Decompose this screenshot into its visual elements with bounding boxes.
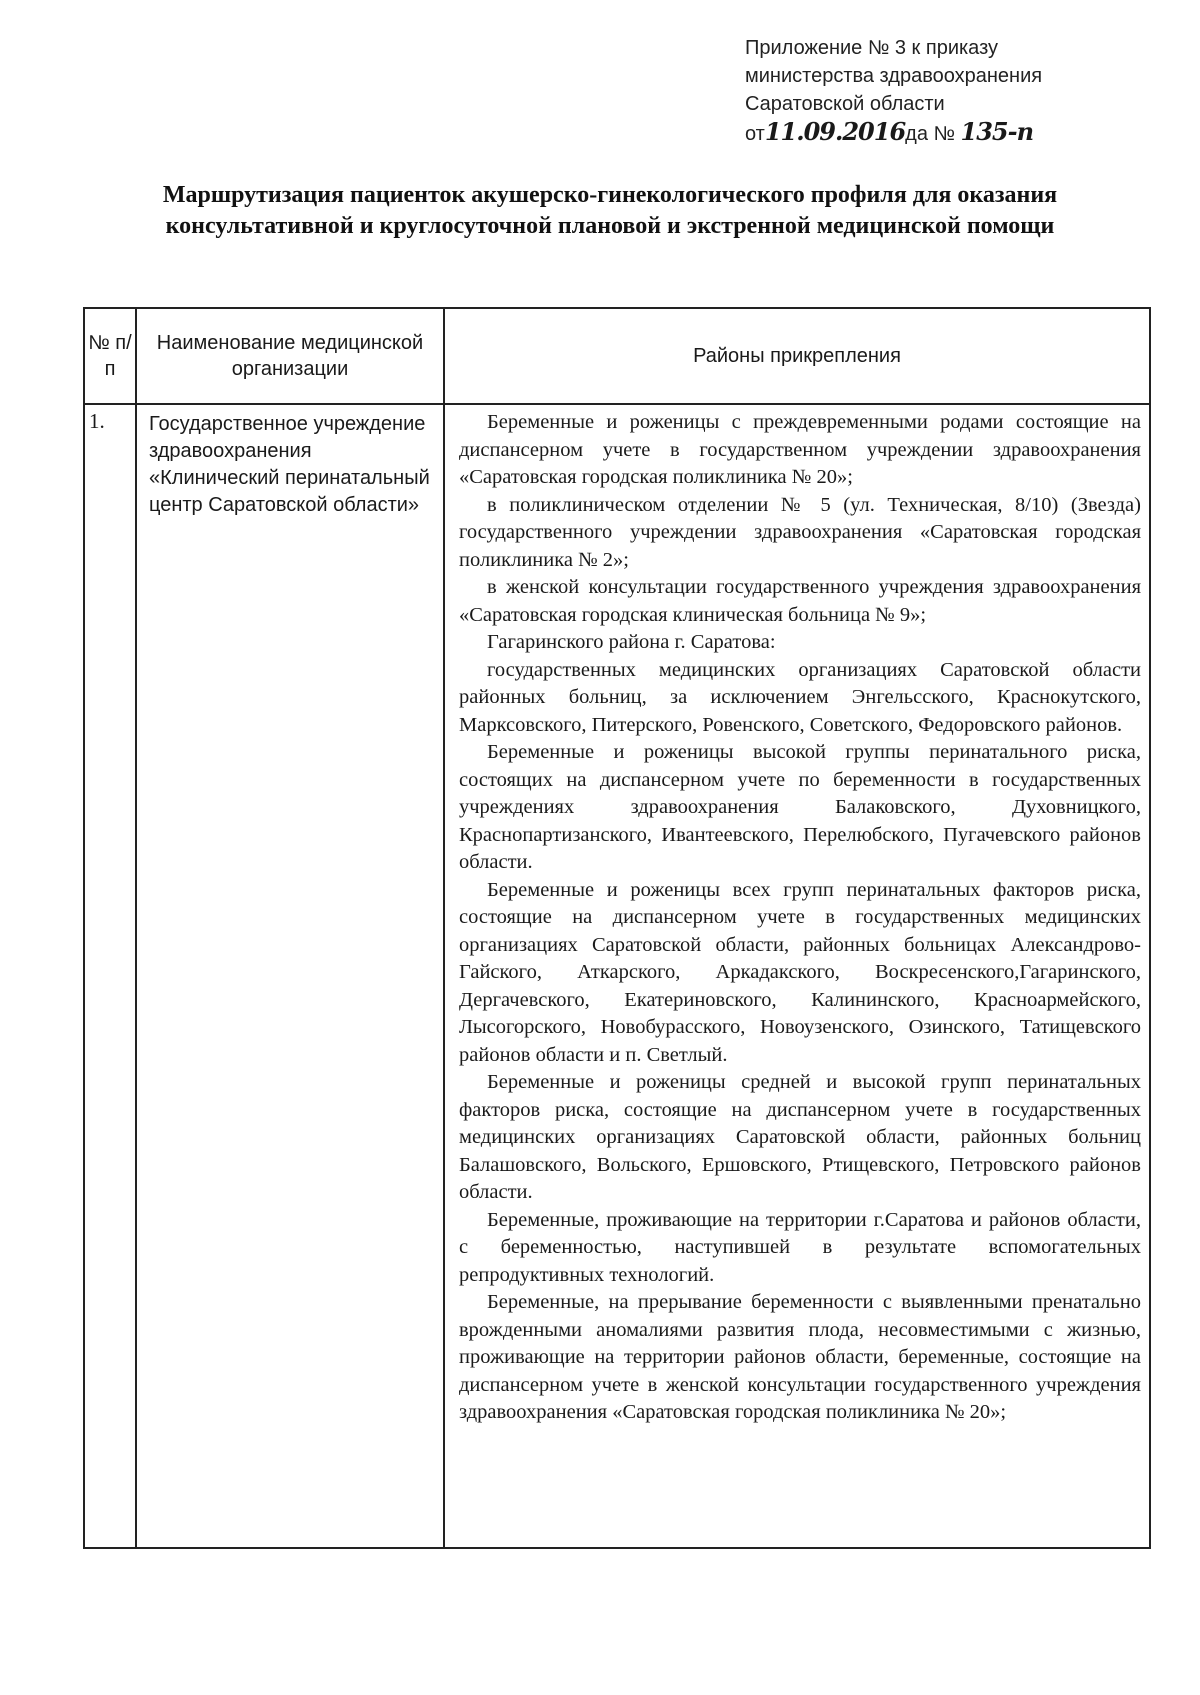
header-districts: Районы прикрепления — [444, 308, 1150, 404]
row-number: 1. — [84, 404, 136, 1548]
year-suffix: да № — [905, 123, 955, 145]
district-paragraph: Гагаринского района г. Саратова: — [487, 631, 776, 653]
header-number: № п/п — [84, 308, 136, 404]
district-paragraph: государственных медицинских организациях Саратовской области районных больниц, за исключением Энгельсского, Краснокутского, Марксовского, Питерского, Ровенского, Советского, Федоровского районов. — [459, 658, 1141, 736]
district-paragraph: Беременные и роженицы с преждевременными родами состоящие на диспансерном учете в государственном учреждении здравоохранения «Саратовская городская поликлиника № 20»; — [459, 411, 1141, 488]
routing-table — [83, 307, 1151, 1549]
district-paragraph: Беременные и роженицы всех групп перинатальных факторов риска, состоящие на диспансерном учете в государственных медицинских организациях Саратовской области, районных больницах Александрово-Гайского, Аткарского, Аркадакского, Воскресенского,Гагаринского, Дергачевского, Екатериновского, Калининского, Красноармейского, Лысогорского, Новобурасского, Новоузенского, Озинского, Татищевского районов области и п. Светлый. — [459, 878, 1141, 1066]
handwritten-number: 135-п — [960, 117, 1034, 146]
district-paragraph: Беременные, на прерывание беременности с выявленными пренатально врожденными аномалиями развития плода, несовместимыми с жизнью, проживающие на территории районов области, беременные, состоящие на диспансерном учете в женской консультации государственного учреждения здравоохранения «Саратовская городская поликлиника № 20»; — [459, 1291, 1141, 1423]
district-paragraph: Беременные и роженицы средней и высокой групп перинатальных факторов риска, состоящие на диспансерном учете в государственных медицинских организациях Саратовской области, районных больниц Балашовского, Вольского, Ершовского, Ртищевского, Петровского районов области. — [459, 1071, 1141, 1203]
annex-line-3: Саратовской области — [745, 93, 945, 115]
district-paragraph: Беременные, проживающие на территории г.Саратова и районов области, с беременностью, наступившей в результате вспомогательных репродуктивных технологий. — [459, 1208, 1141, 1286]
handwritten-date: 11.09.2016 — [764, 117, 906, 146]
header-organization: Наименование медицинской организации — [136, 308, 444, 404]
table-row — [84, 404, 1150, 1548]
document-title: Маршрутизация пациенток акушерско-гинекологического профиля для оказания консультативной и круглосуточной плановой и экстренной медицинской помощи — [162, 182, 1058, 239]
row-districts — [444, 404, 1150, 1548]
district-paragraph: в поликлиническом отделении № 5 (ул. Техническая, 8/10) (Звезда) государственного учреждении здравоохранения «Саратовская городская поликлиника № 2»; — [459, 493, 1141, 571]
annex-line-4 — [745, 118, 1165, 148]
annex-line-1: Приложение № 3 к приказу — [745, 37, 999, 59]
table-header-row — [84, 308, 1150, 404]
annex-line-2: министерства здравоохранения — [745, 65, 1043, 87]
district-paragraph: в женской консультации государственного учреждения здравоохранения «Саратовская городская клиническая больница № 9»; — [459, 576, 1141, 626]
row-organization: Государственное учреждение здравоохранения «Клинический перинатальный центр Саратовской области» — [136, 404, 444, 1548]
date-prefix: от — [745, 123, 765, 145]
district-paragraph: Беременные и роженицы высокой группы перинатального риска, состоящих на диспансерном учете по беременности в государственных учреждениях здравоохранения Балаковского, Духовницкого, Краснопартизанского, Ивантеевского, Перелюбского, Пугачевского районов области. — [459, 741, 1141, 873]
annex-header — [745, 34, 1165, 148]
